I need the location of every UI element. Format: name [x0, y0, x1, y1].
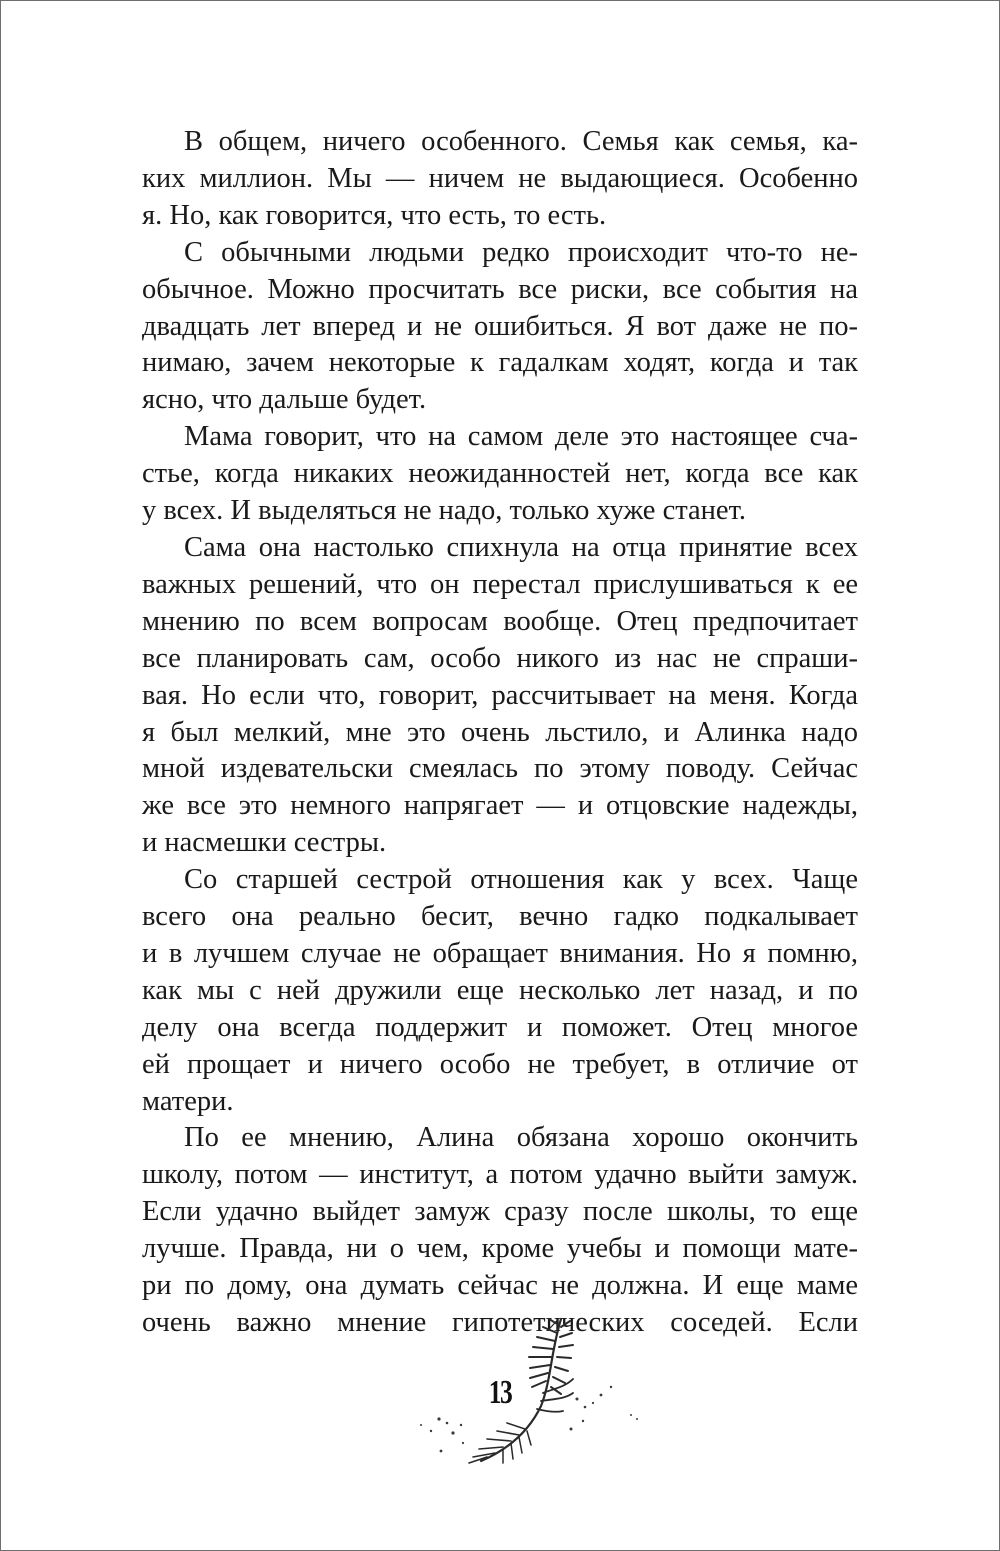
- text-line: очень важно мнение гипотетических соседей. Если: [142, 1307, 858, 1338]
- text-line: стье, когда никаких неожиданностей нет, когда все как: [142, 458, 858, 490]
- text-line: двадцать лет вперед и не ошибиться. Я вот даже не по-: [142, 310, 858, 342]
- text-line: мной издевательски смеялась по этому поводу. Сейчас: [142, 753, 858, 785]
- text-line: ри по дому, она думать сейчас не должна. И еще маме: [142, 1270, 858, 1302]
- text-line: школу, потом — институт, а потом удачно выйти замуж.: [142, 1159, 858, 1191]
- text-line: всего она реально бесит, вечно гадко подкалывает: [142, 901, 858, 933]
- text-line: все планировать сам, особо никого из нас не спраши-: [142, 642, 858, 674]
- text-line: Мама говорит, что на самом деле это настоящее сча-: [184, 421, 858, 453]
- page-number: 13: [488, 1374, 512, 1411]
- text-line: важных решений, что он перестал прислушиваться к ее: [142, 568, 858, 600]
- text-line: мнению по всем вопросам вообще. Отец предпочитает: [142, 605, 858, 637]
- fern-branch-ornament-icon: [401, 1311, 651, 1481]
- text-line: у всех. И выделяться не надо, только хуже станет.: [142, 495, 747, 527]
- text-line: Со старшей сестрой отношения как у всех. Чаще: [184, 864, 858, 896]
- text-line: ясно, что дальше будет.: [142, 384, 427, 416]
- text-line: По ее мнению, Алина обязана хорошо окончить: [184, 1122, 858, 1154]
- text-line: как мы с ней дружили еще несколько лет назад, и по: [142, 974, 858, 1006]
- text-line: матери.: [142, 1085, 234, 1117]
- text-line: Сама она настолько спихнула на отца принятие всех: [184, 531, 858, 563]
- text-line: я. Но, как говорится, что есть, то есть.: [142, 199, 607, 231]
- text-line: же все это немного напрягает — и отцовские надежды,: [142, 790, 858, 822]
- text-line: обычное. Можно просчитать все риски, все события на: [142, 273, 858, 305]
- body-text: [142, 124, 858, 1342]
- text-line: я был мелкий, мне это очень льстило, и Алинка надо: [142, 716, 858, 748]
- text-line: С обычными людьми редко происходит что-то не-: [184, 236, 858, 268]
- text-line: нимаю, зачем некоторые к гадалкам ходят, когда и так: [142, 347, 858, 379]
- text-line: вая. Но если что, говорит, рассчитывает на меня. Когда: [142, 679, 858, 711]
- text-line: В общем, ничего особенного. Семья как семья, ка-: [184, 126, 858, 157]
- text-line: лучше. Правда, ни о чем, кроме учебы и помощи мате-: [142, 1233, 858, 1265]
- text-line: ей прощает и ничего особо не требует, в отличие от: [142, 1048, 858, 1080]
- text-line: и в лучшем случае не обращает внимания. Но я помню,: [142, 937, 858, 969]
- text-line: делу она всегда поддержит и поможет. Отец многое: [142, 1011, 858, 1043]
- text-line: ких миллион. Мы — ничем не выдающиеся. Особенно: [142, 162, 858, 194]
- text-line: и насмешки сестры.: [142, 827, 387, 859]
- text-line: Если удачно выйдет замуж сразу после школы, то еще: [142, 1196, 858, 1228]
